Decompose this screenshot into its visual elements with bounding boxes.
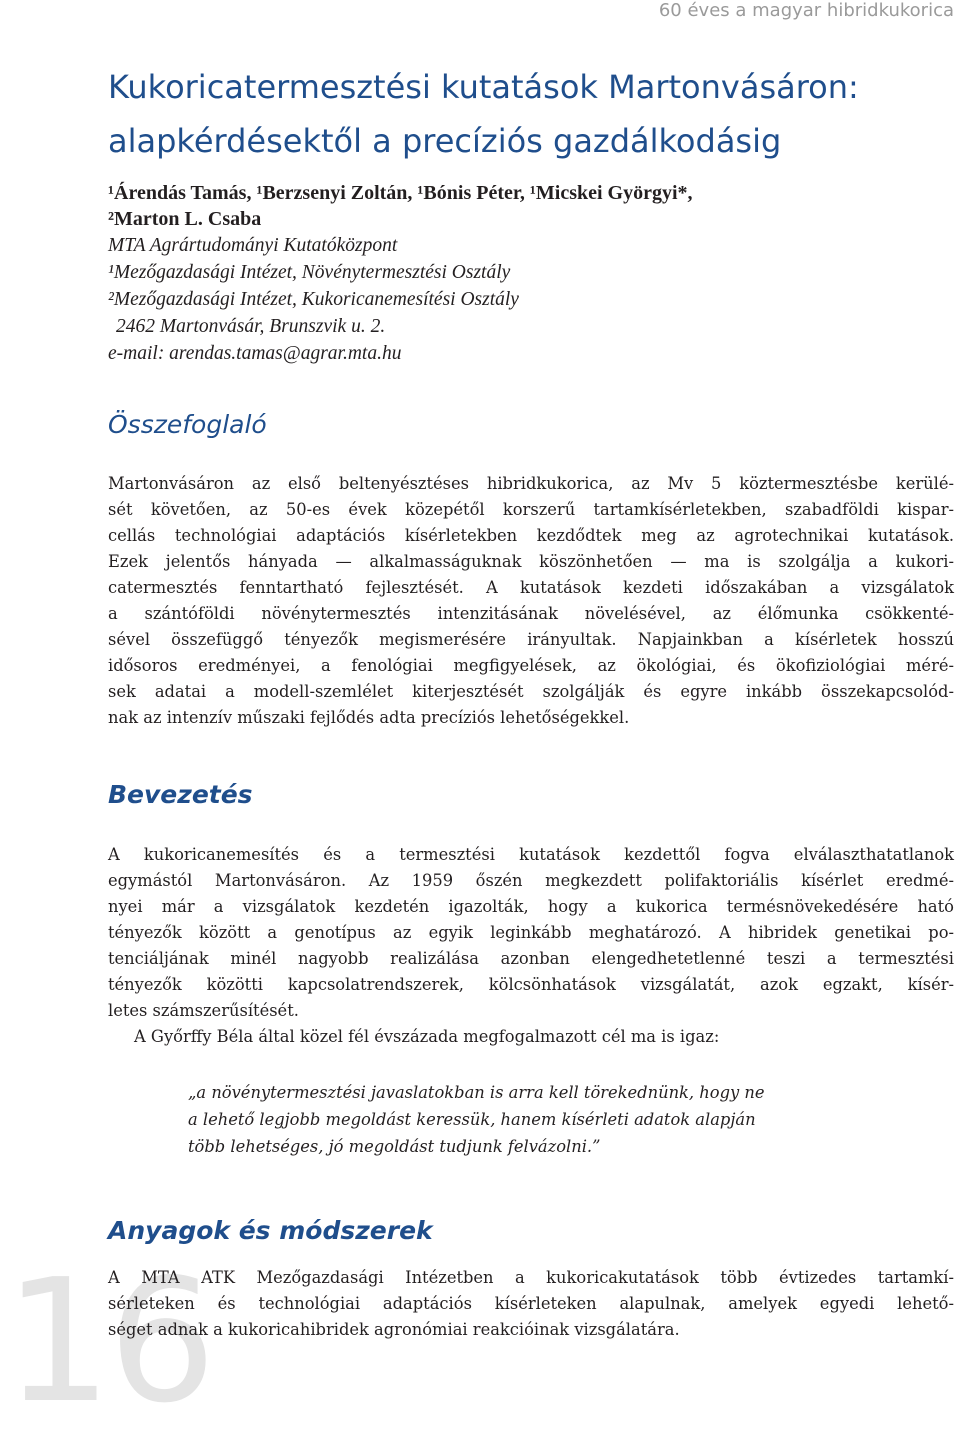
text-line: nyei már a vizsgálatok kezdetén igazolták, hogy a kukorica termésnövekedésére ható (108, 897, 954, 916)
introduction-paragraph (108, 842, 954, 1050)
quote-line: „a növénytermesztési javaslatokban is arra kell törekednünk, hogy ne (188, 1083, 765, 1102)
text-line: nak az intenzív műszaki fejlődés adta precíziós lehetőségekkel. (108, 708, 630, 727)
affiliation-block (108, 232, 948, 367)
text-line: A MTA ATK Mezőgazdasági Intézetben a kukoricakutatások több évtizedes tartamkí- (108, 1268, 954, 1287)
text-line: sérleteken és technológiai adaptációs kísérleteken alapulnak, amelyek egyedi lehető- (108, 1294, 954, 1313)
address-line: 2462 Martonvásár, Brunszvik u. 2. (116, 316, 386, 337)
abstract-heading: Összefoglaló (108, 410, 267, 439)
page-number: 16 (4, 1243, 213, 1441)
email-line: e-mail: arendas.tamas@agrar.mta.hu (108, 343, 402, 364)
quote-line: a lehető legjobb megoldást keressük, hanem kísérleti adatok alapján (188, 1110, 756, 1129)
text-line: tényezők között a genotípus az egyik leginkább meghatározó. A hibridek genetikai po- (108, 923, 954, 942)
introduction-heading: Bevezetés (108, 780, 253, 809)
text-line: idősoros eredményei, a fenológiai megfigyelések, az ökológiai, és ökofiziológiai méré- (108, 656, 954, 675)
quote-line: több lehetséges, jó megoldást tudjunk felvázolni.” (188, 1137, 601, 1156)
text-line: cellás technológiai adaptációs kísérletekben kezdődtek meg az agrotechnikai kutatások. (108, 526, 954, 545)
author-list (108, 180, 948, 232)
author-line: ¹Árendás Tamás, ¹Berzsenyi Zoltán, ¹Bónis Péter, ¹Micskei Györgyi*, (108, 182, 693, 204)
text-line: tényezők közötti kapcsolatrendszerek, kölcsönhatások vizsgálatát, azok egzakt, kísér- (108, 975, 954, 994)
methods-paragraph (108, 1265, 954, 1343)
affiliation-line: MTA Agrártudományi Kutatóközpont (108, 235, 398, 256)
title-line: Kukoricatermesztési kutatások Martonvásáron: (108, 68, 859, 106)
running-head: 60 éves a magyar hibridkukorica (658, 0, 954, 21)
title-line: alapkérdésektől a precíziós gazdálkodásig (108, 122, 782, 160)
text-line: A kukoricanemesítés és a termesztési kutatások kezdettől fogva elválaszthatatlanok (108, 845, 954, 864)
affiliation-line: ²Mezőgazdasági Intézet, Kukoricanemesítési Osztály (108, 289, 519, 310)
text-line: catermesztés fenntartható fejlesztését. A kutatások kezdeti időszakában a vizsgálatok (108, 578, 954, 597)
block-quote (188, 1079, 888, 1160)
text-line: Ezek jelentős hányada — alkalmasságuknak köszönhetően — ma is szolgálja a kukori- (108, 552, 954, 571)
methods-heading: Anyagok és módszerek (108, 1216, 433, 1245)
text-line: séget adnak a kukoricahibridek agronómiai reakcióinak vizsgálatára. (108, 1320, 680, 1339)
text-line: tenciáljának minél nagyobb realizálása azonban elengedhetetlenné teszi a termesztési (108, 949, 954, 968)
text-line: letes számszerűsítését. (108, 1001, 299, 1020)
text-line: egymástól Martonvásáron. Az 1959 őszén megkezdett polifaktoriális kísérlet eredmé- (108, 871, 954, 890)
text-line: Martonvásáron az első beltenyésztéses hibridkukorica, az Mv 5 köztermesztésbe kerülé- (108, 474, 954, 493)
text-line: sével összefüggő tényezők megismerésére irányultak. Napjainkban a kísérletek hosszú (108, 630, 954, 649)
text-line: a szántóföldi növénytermesztés intenzitásának növelésével, az élőmunka csökkenté- (108, 604, 954, 623)
abstract-paragraph (108, 471, 954, 731)
text-line: A Győrffy Béla által közel fél évszázada megfogalmazott cél ma is igaz: (134, 1027, 720, 1046)
author-line: ²Marton L. Csaba (108, 208, 262, 230)
text-line: sét követően, az 50-es évek közepétől korszerű tartamkísérletekben, szabadföldi kispar- (108, 500, 954, 519)
text-line: sek adatai a modell-szemlélet kiterjesztését szolgálják és egyre inkább összekapcsolód- (108, 682, 954, 701)
article-title (108, 60, 948, 168)
affiliation-line: ¹Mezőgazdasági Intézet, Növénytermesztési Osztály (108, 262, 511, 283)
